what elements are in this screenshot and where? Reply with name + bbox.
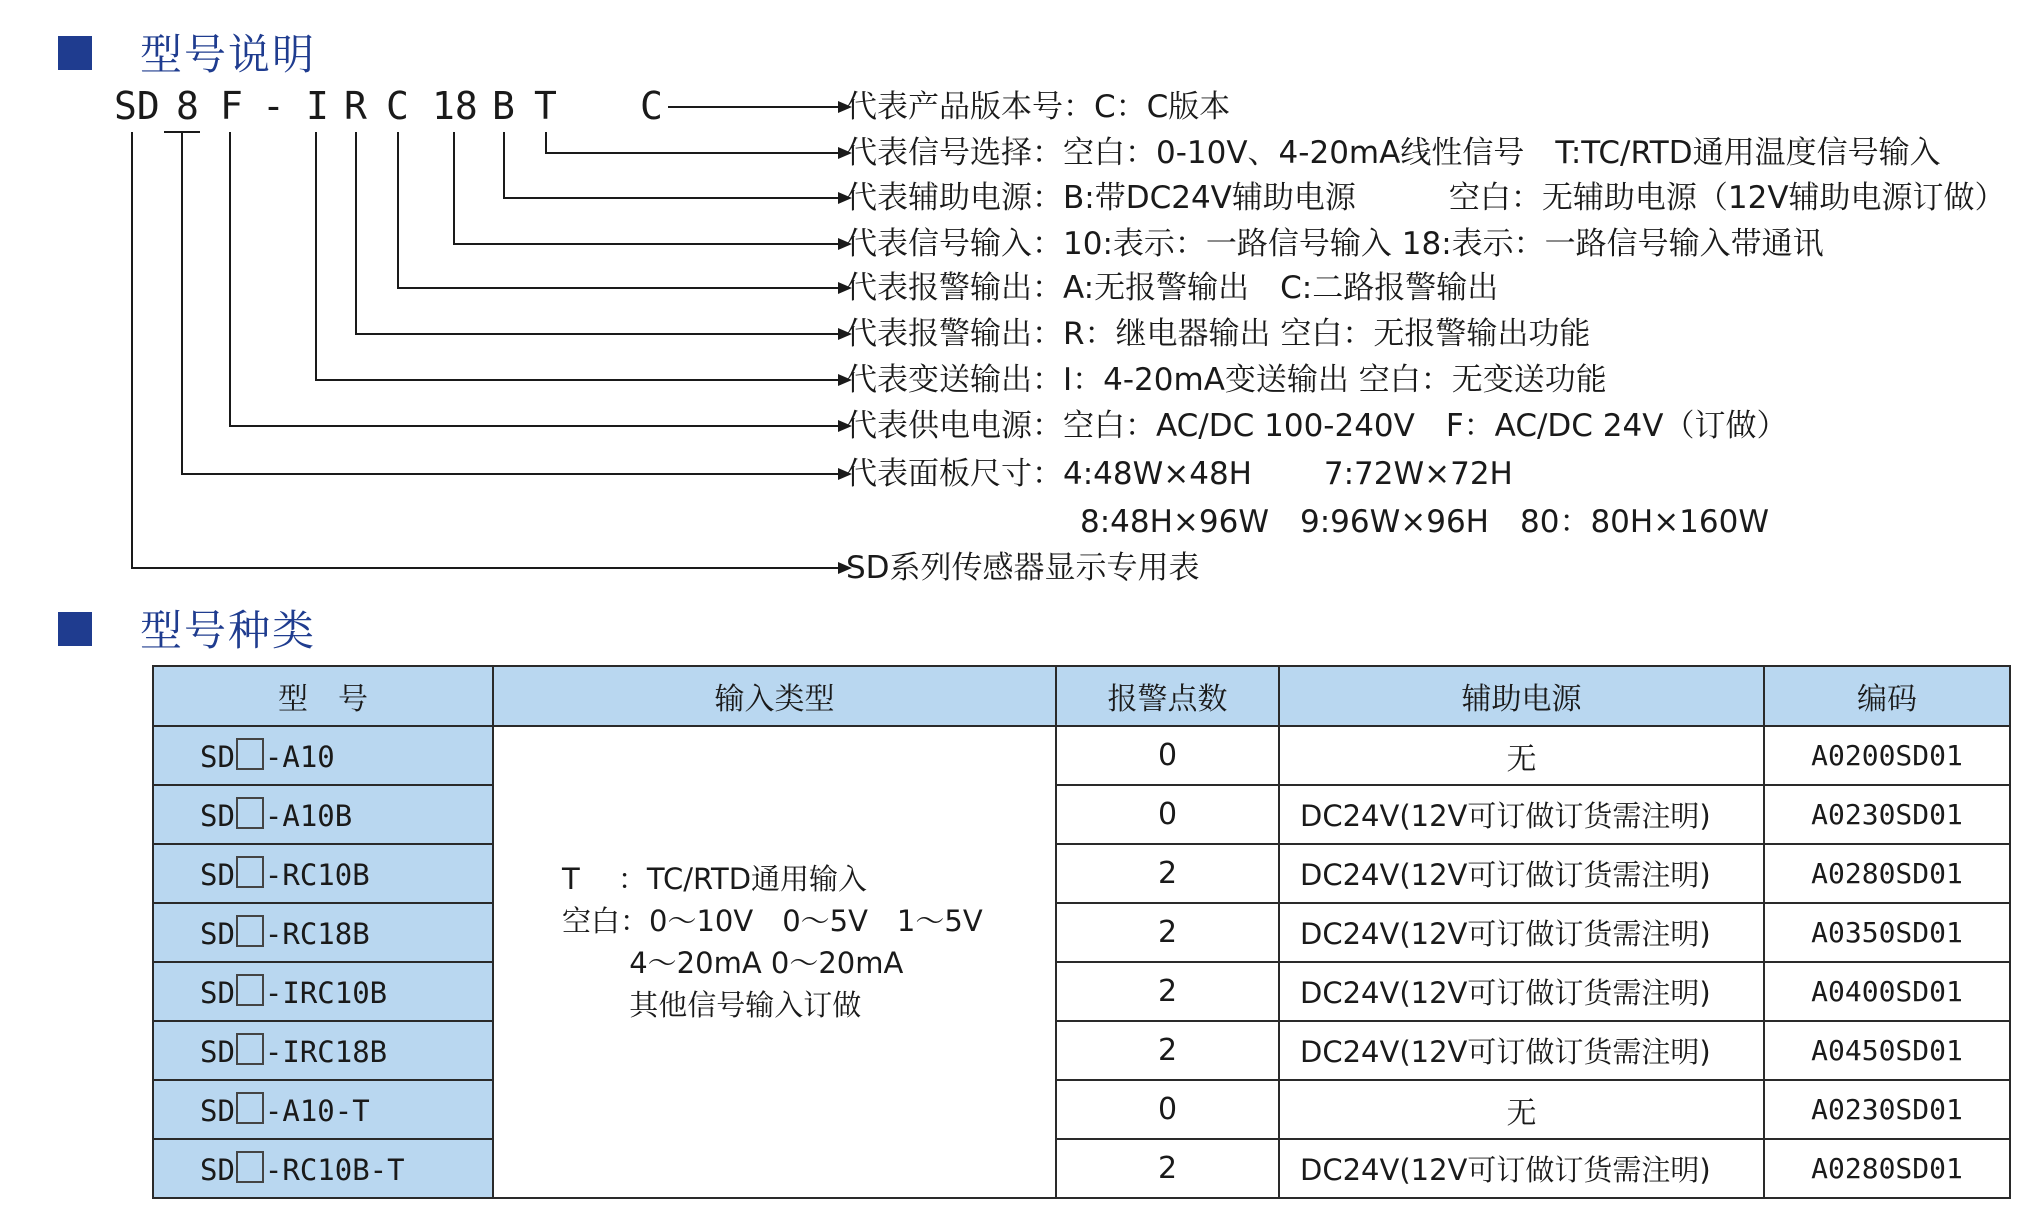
desc-power-supply: 代表供电电源：空白：AC/DC 100-240V F：AC/DC 24V（订做） <box>846 408 1788 444</box>
alarm-cell: 2 <box>1056 903 1279 962</box>
model-suffix: -RC18B <box>264 916 370 951</box>
model-prefix: SD <box>200 798 235 833</box>
leader-line-signal-select <box>546 132 838 153</box>
code-cell: A0350SD01 <box>1764 903 2010 962</box>
leader-line-signal-input <box>454 132 838 244</box>
placeholder-box-icon <box>236 738 264 770</box>
section-title: 型号种类 <box>140 606 317 655</box>
alarm-cell: 2 <box>1056 844 1279 903</box>
desc-alarm-r: 代表报警输出：R：继电器输出 空白：无报警输出功能 <box>846 316 1591 352</box>
model-cell <box>153 1080 493 1139</box>
code-char-dash: - <box>262 84 285 128</box>
model-cell <box>153 726 493 785</box>
model-suffix: -A10B <box>264 798 353 833</box>
desc-alarm-c: 代表报警输出：A:无报警输出 C:二路报警输出 <box>846 270 1499 306</box>
alarm-cell: 0 <box>1056 726 1279 785</box>
model-prefix: SD <box>200 975 235 1010</box>
desc-panel-size: 代表面板尺寸：4:48W×48H 7:72W×72H <box>846 456 1513 492</box>
code-cell: A0200SD01 <box>1764 726 2010 785</box>
alarm-cell: 2 <box>1056 1021 1279 1080</box>
table-row <box>153 844 2010 903</box>
header-alarm-points: 报警点数 <box>1056 666 1279 726</box>
model-suffix: -A10 <box>264 739 335 774</box>
placeholder-box-icon <box>236 856 264 888</box>
code-char-alarm: C <box>386 84 409 128</box>
desc-signal-select: 代表信号选择：空白：0-10V、4-20mA线性信号 T:TC/RTD通用温度信号输入 <box>846 135 1941 171</box>
leader-line-panel-size <box>164 132 838 474</box>
model-prefix: SD <box>200 857 235 892</box>
code-char-transmit: I <box>306 84 329 128</box>
desc-series: SD系列传感器显示专用表 <box>846 550 1200 586</box>
header-code: 编码 <box>1764 666 2010 726</box>
table-row <box>153 785 2010 844</box>
model-prefix: SD <box>200 1152 235 1187</box>
model-suffix: -IRC10B <box>264 975 388 1010</box>
desc-aux-power: 代表辅助电源：B:带DC24V辅助电源 空白：无辅助电源（12V辅助电源订做） <box>846 180 2006 216</box>
desc-transmit: 代表变送输出：I：4-20mA变送输出 空白：无变送功能 <box>846 362 1607 398</box>
code-cell: A0450SD01 <box>1764 1021 2010 1080</box>
leader-line-alarm-c <box>398 132 838 288</box>
placeholder-box-icon <box>236 1151 264 1183</box>
input-type-line: 4～20mA 0～20mA <box>562 946 904 980</box>
table-row <box>153 1021 2010 1080</box>
power-cell: DC24V(12V可订做订货需注明) <box>1279 785 1764 844</box>
code-cell: A0230SD01 <box>1764 785 2010 844</box>
code-cell: A0230SD01 <box>1764 1080 2010 1139</box>
model-cell <box>153 1139 493 1198</box>
power-cell: DC24V(12V可订做订货需注明) <box>1279 1139 1764 1198</box>
input-type-line: T ：TC/RTD通用输入 <box>562 862 868 896</box>
leader-line-transmit <box>316 132 838 380</box>
model-cell <box>153 903 493 962</box>
code-char-signal-input: 18 <box>432 84 478 128</box>
power-cell: 无 <box>1279 726 1764 785</box>
model-prefix: SD <box>200 1093 235 1128</box>
table-row <box>153 1080 2010 1139</box>
leader-line-power-supply <box>230 132 838 426</box>
code-char-power-supply: F <box>220 84 243 128</box>
model-code-diagram <box>0 0 2023 600</box>
code-char-signal-select: T <box>534 84 557 128</box>
model-cell <box>153 962 493 1021</box>
leader-line-aux-power <box>504 132 838 198</box>
code-char-relay: R <box>344 84 367 128</box>
placeholder-box-icon <box>236 915 264 947</box>
alarm-cell: 0 <box>1056 785 1279 844</box>
power-cell: DC24V(12V可订做订货需注明) <box>1279 962 1764 1021</box>
code-char-panel-size: 8 <box>176 84 199 128</box>
table-row <box>153 903 2010 962</box>
input-type-line: 空白：0～10V 0～5V 1～5V <box>562 904 983 938</box>
alarm-cell: 0 <box>1056 1080 1279 1139</box>
model-suffix: -A10-T <box>264 1093 370 1128</box>
model-suffix: -RC10B-T <box>264 1152 405 1187</box>
model-suffix: -IRC18B <box>264 1034 388 1069</box>
code-cell: A0280SD01 <box>1764 1139 2010 1198</box>
power-cell: 无 <box>1279 1080 1764 1139</box>
table-header-row <box>153 666 2010 726</box>
model-cell <box>153 844 493 903</box>
model-prefix: SD <box>200 1034 235 1069</box>
header-model: 型 号 <box>153 666 493 726</box>
power-cell: DC24V(12V可订做订货需注明) <box>1279 1021 1764 1080</box>
placeholder-box-icon <box>236 797 264 829</box>
code-cell: A0280SD01 <box>1764 844 2010 903</box>
model-cell <box>153 785 493 844</box>
header-input-type: 输入类型 <box>493 666 1056 726</box>
power-cell: DC24V(12V可订做订货需注明) <box>1279 903 1764 962</box>
code-cell: A0400SD01 <box>1764 962 2010 1021</box>
model-cell <box>153 1021 493 1080</box>
model-prefix: SD <box>200 916 235 951</box>
table-row <box>153 1139 2010 1198</box>
header-aux-power: 辅助电源 <box>1279 666 1764 726</box>
leader-line-alarm-r <box>356 132 838 334</box>
placeholder-box-icon <box>236 1033 264 1065</box>
input-type-cell <box>493 726 1056 1198</box>
code-char-version: C <box>640 84 663 128</box>
code-char-aux-power: B <box>492 84 515 128</box>
model-suffix: -RC10B <box>264 857 370 892</box>
table-row <box>153 962 2010 1021</box>
model-types-table <box>152 665 2011 1199</box>
model-prefix: SD <box>200 739 235 774</box>
input-type-line: 其他信号输入订做 <box>562 988 862 1022</box>
section-bullet-icon <box>58 612 92 646</box>
alarm-cell: 2 <box>1056 962 1279 1021</box>
placeholder-box-icon <box>236 974 264 1006</box>
placeholder-box-icon <box>236 1092 264 1124</box>
code-char-series: SD <box>114 84 160 128</box>
desc-signal-input: 代表信号输入：10:表示：一路信号输入 18:表示：一路信号输入带通讯 <box>846 226 1824 262</box>
desc-version: 代表产品版本号：C：C版本 <box>846 89 1231 125</box>
desc-panel-size-2: 8:48H×96W 9:96W×96H 80：80H×160W <box>1080 504 1769 540</box>
table-row <box>153 726 2010 785</box>
section-title: 型号说明 <box>140 30 317 79</box>
power-cell: DC24V(12V可订做订货需注明) <box>1279 844 1764 903</box>
alarm-cell: 2 <box>1056 1139 1279 1198</box>
